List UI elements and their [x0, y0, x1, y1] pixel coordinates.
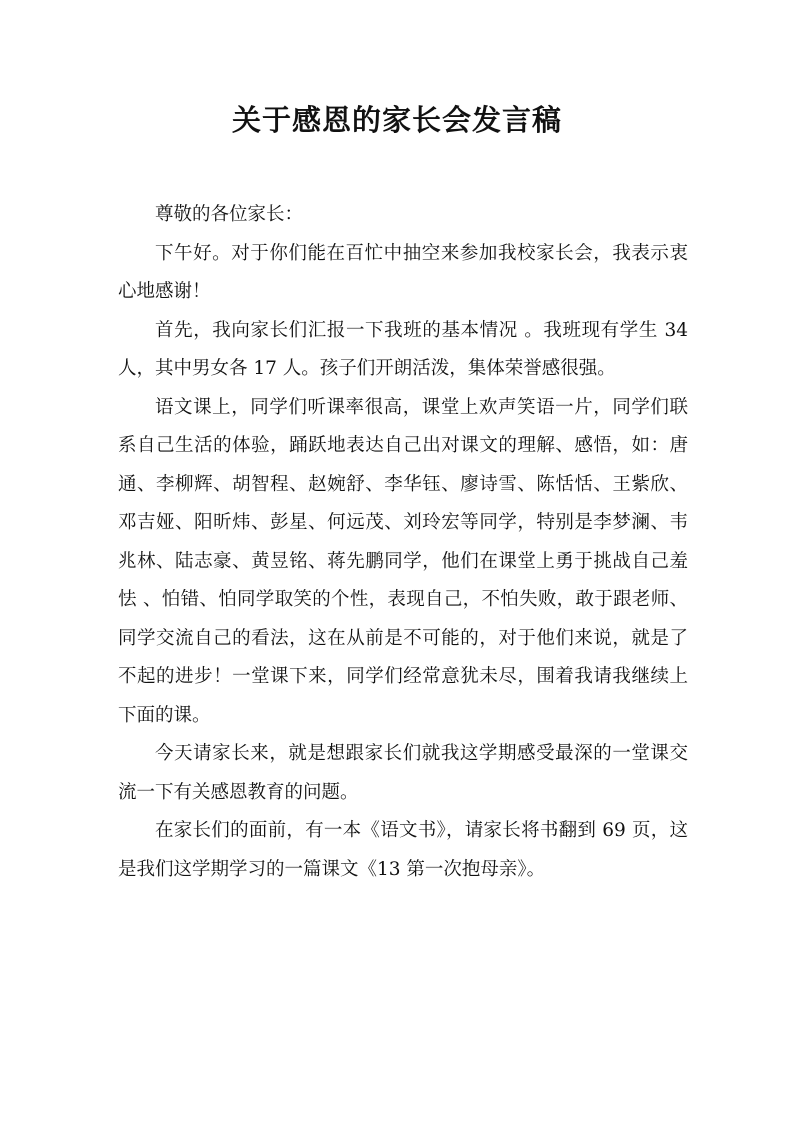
paragraph-salutation: 尊敬的各位家长：: [155, 204, 304, 225]
paragraph-purpose: 今天请家长来，就是想跟家长们就我这学期感受最深的一堂课交流一下有关感恩教育的问题。: [118, 743, 688, 803]
paragraph-textbook: 在家长们的面前，有一本《语文书》，请家长将书翻到 69 页，这是我们这学期学习的一篇课文《13 第一次抱母亲》。: [118, 820, 688, 880]
document-body: [118, 196, 688, 889]
paragraph-greeting: 下午好。对于你们能在百忙中抽空来参加我校家长会，我表示衷心地感谢！: [118, 242, 688, 302]
paragraph-chinese-class: 语文课上，同学们听课率很高，课堂上欢声笑语一片，同学们联系自己生活的体验，踊跃地表达自己出对课文的理解、感悟，如：唐通、李柳辉、胡智程、赵婉舒、李华钰、廖诗雪、陈恬恬、王紫欣、邓吉娅、阳昕炜、彭星、何远茂、刘玲宏等同学，特别是李梦澜、韦兆林、陆志豪、黄昱铭、蒋先鹏同学，他们在课堂上勇于挑战自己羞怯 、怕错、怕同学取笑的个性，表现自己，不怕失败，敢于跟老师、同学交流自己的看法，这在从前是不可能的，对于他们来说，就是了不起的进步！一堂课下来，同学们经常意犹未尽，围着我请我继续上下面的课。: [118, 396, 688, 726]
document-title: 关于感恩的家长会发言稿: [231, 103, 562, 137]
paragraph-class-overview: 首先，我向家长们汇报一下我班的基本情况 。我班现有学生 34 人，其中男女各 17 人。孩子们开朗活泼，集体荣誉感很强。: [118, 319, 688, 379]
